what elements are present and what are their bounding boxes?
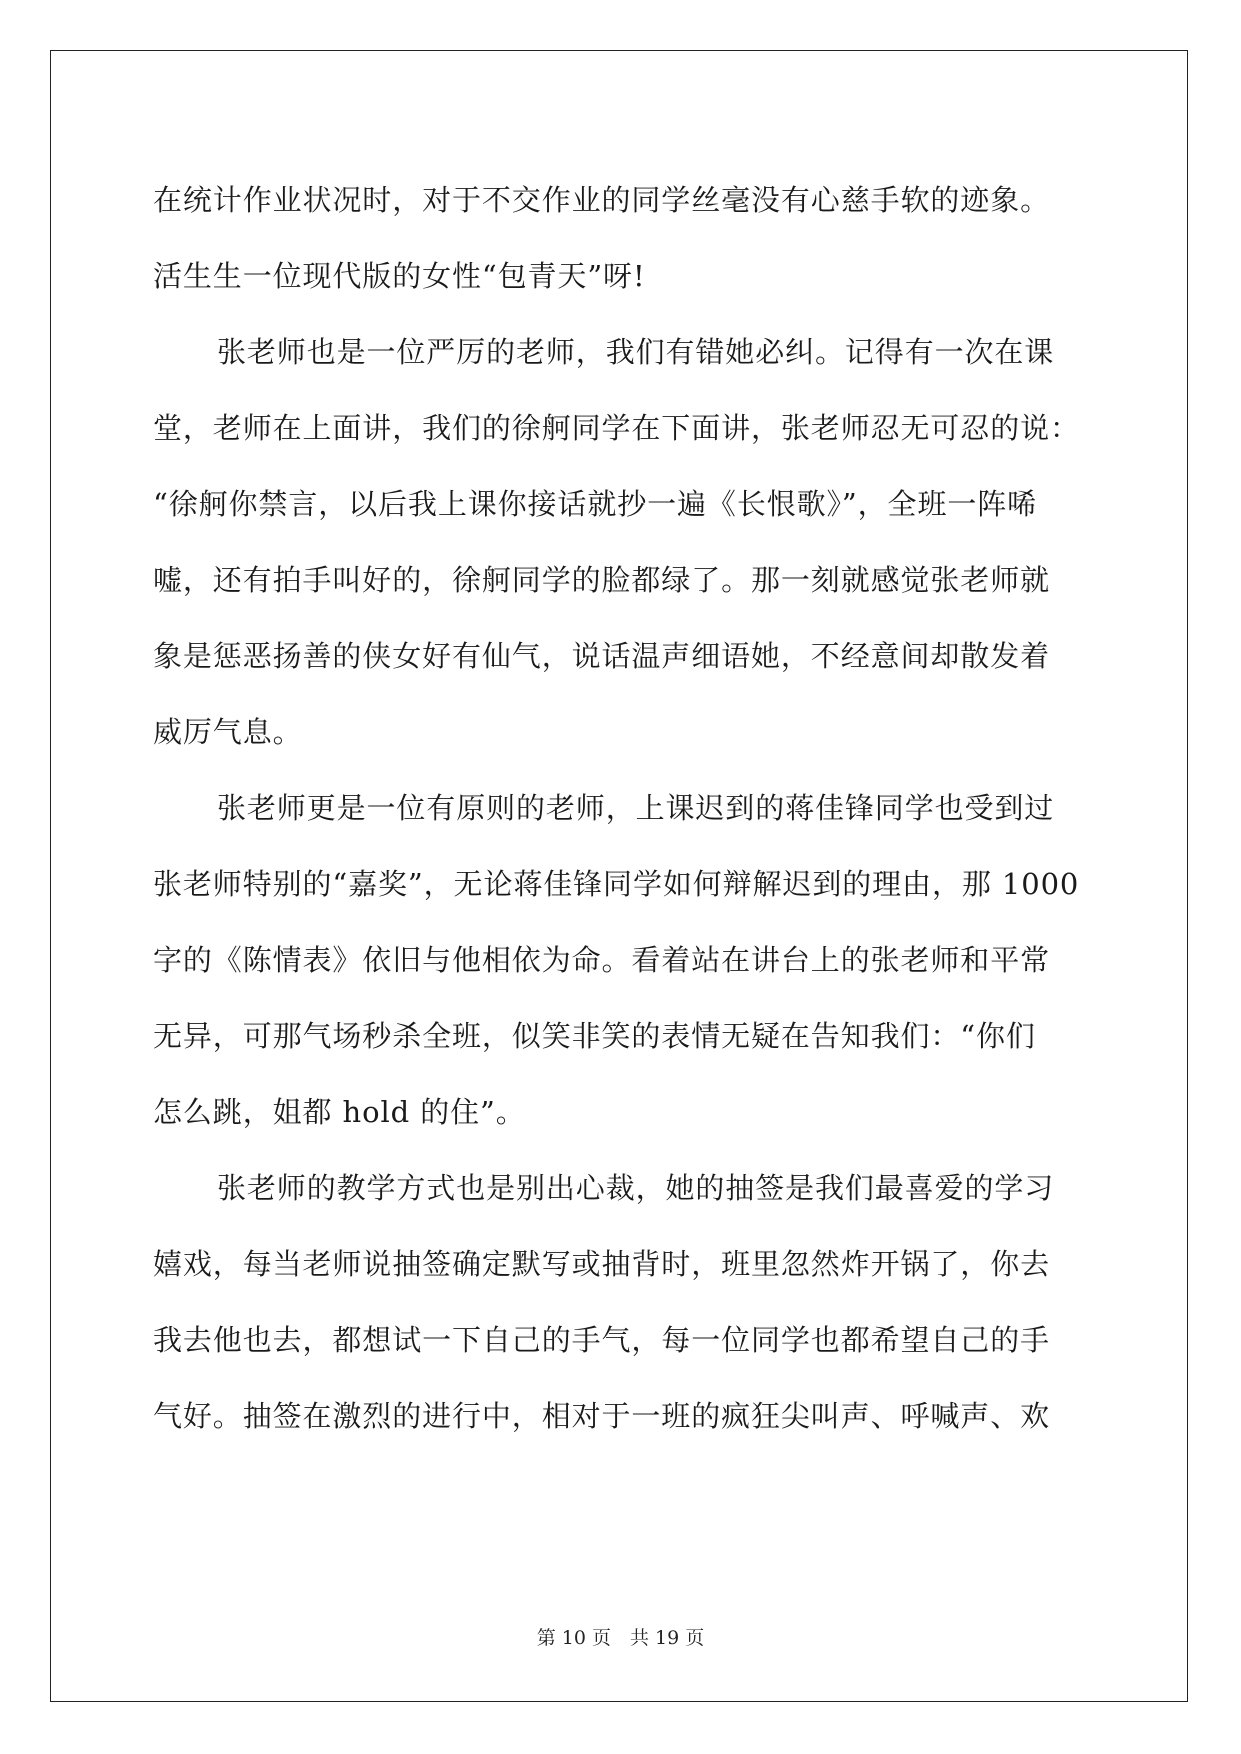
text-line: 气好。抽签在激烈的进行中，相对于一班的疯狂尖叫声、呼喊声、欢 bbox=[153, 1399, 1051, 1433]
text-line: 无异，可那气场秒杀全班，似笑非笑的表情无疑在告知我们：“你们 bbox=[153, 1019, 1036, 1053]
document-body bbox=[153, 162, 1093, 1454]
text-line: 张老师特别的“嘉奖”，无论蒋佳锋同学如何辩解迟到的理由，那 1000 bbox=[153, 867, 1080, 901]
text-line: 活生生一位现代版的女性“包青天”呀! bbox=[153, 259, 646, 293]
page-number-footer: 第 10 页 共 19 页 bbox=[536, 1627, 705, 1649]
text-line: 我去他也去，都想试一下自己的手气，每一位同学也都希望自己的手 bbox=[153, 1323, 1051, 1357]
paragraph-start-line: 张老师更是一位有原则的老师，上课迟到的蒋佳锋同学也受到过 bbox=[217, 791, 1055, 825]
paragraph-start-line: 张老师也是一位严厉的老师，我们有错她必纠。记得有一次在课 bbox=[217, 335, 1055, 369]
text-line: 在统计作业状况时，对于不交作业的同学丝毫没有心慈手软的迹象。 bbox=[153, 183, 1051, 217]
paragraph-start-line: 张老师的教学方式也是别出心裁，她的抽签是我们最喜爱的学习 bbox=[217, 1171, 1055, 1205]
text-line: 嬉戏，每当老师说抽签确定默写或抽背时，班里忽然炸开锅了，你去 bbox=[153, 1247, 1051, 1281]
text-line: “徐舸你禁言，以后我上课你接话就抄一遍《长恨歌》”，全班一阵唏 bbox=[153, 487, 1038, 521]
text-line: 怎么跳，姐都 hold 的住”。 bbox=[153, 1095, 526, 1129]
text-line: 象是惩恶扬善的侠女好有仙气，说话温声细语她，不经意间却散发着 bbox=[153, 639, 1051, 673]
text-line: 威厉气息。 bbox=[153, 715, 303, 749]
text-line: 堂，老师在上面讲，我们的徐舸同学在下面讲，张老师忍无可忍的说： bbox=[153, 411, 1080, 445]
text-line: 字的《陈情表》依旧与他相依为命。看着站在讲台上的张老师和平常 bbox=[153, 943, 1051, 977]
text-line: 嘘，还有拍手叫好的，徐舸同学的脸都绿了。那一刻就感觉张老师就 bbox=[153, 563, 1051, 597]
